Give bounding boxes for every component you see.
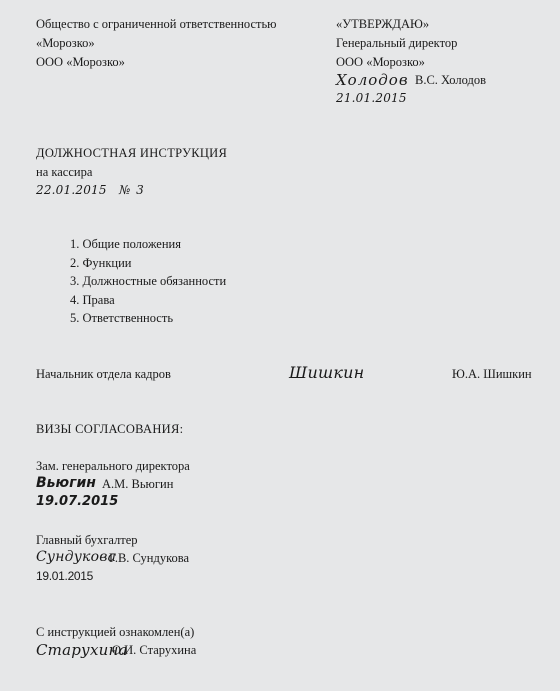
approval-company: ООО «Морозко» bbox=[336, 55, 425, 69]
approval-name: В.С. Холодов bbox=[415, 73, 487, 87]
approval-signature: Холодов bbox=[336, 71, 409, 89]
deputy-signature: Вьюгин bbox=[36, 475, 96, 491]
accountant-name: Г.В. Сундукова bbox=[109, 551, 190, 565]
hr-head-signature: Шишкин bbox=[289, 363, 365, 382]
visas-heading: ВИЗЫ СОГЛАСОВАНИЯ: bbox=[36, 422, 184, 436]
deputy-date: 19.07.2015 bbox=[36, 494, 119, 509]
approval-date: 21.01.2015 bbox=[336, 91, 407, 105]
document-subtitle: на кассира bbox=[36, 165, 93, 179]
acquainted-name: О.И. Старухина bbox=[112, 643, 197, 657]
acquainted-signature: Старухина bbox=[36, 641, 128, 659]
hr-head-name: Ю.А. Шишкин bbox=[452, 367, 532, 381]
org-short-name: ООО «Морозко» bbox=[36, 55, 125, 69]
hr-head-position: Начальник отдела кадров bbox=[36, 367, 171, 381]
contents-item: 1. Общие положения bbox=[70, 237, 181, 251]
contents-list bbox=[70, 237, 226, 330]
document-number: № 3 bbox=[119, 183, 145, 197]
acquainted-label: С инструкцией ознакомлен(а) bbox=[36, 625, 195, 639]
document-date: 22.01.2015 bbox=[36, 183, 107, 197]
deputy-name: А.М. Вьюгин bbox=[102, 477, 174, 491]
contents-item: 3. Должностные обязанности bbox=[70, 274, 227, 289]
accountant-signature: Сундукова bbox=[36, 549, 117, 565]
accountant-position: Главный бухгалтер bbox=[36, 533, 138, 547]
contents-item: 4. Права bbox=[70, 292, 115, 307]
org-full-name: Общество с ограниченной ответственностью bbox=[36, 17, 277, 31]
accountant-date: 19.01.2015 bbox=[36, 569, 94, 583]
approval-position: Генеральный директор bbox=[336, 36, 458, 50]
deputy-position: Зам. генерального директора bbox=[36, 459, 190, 473]
org-name-quoted: «Морозко» bbox=[36, 36, 95, 50]
contents-item: 2. Функции bbox=[70, 255, 132, 270]
contents-item: 5. Ответственность bbox=[70, 311, 174, 326]
approval-heading: «УТВЕРЖДАЮ» bbox=[336, 17, 430, 31]
document-title: ДОЛЖНОСТНАЯ ИНСТРУКЦИЯ bbox=[36, 146, 228, 160]
